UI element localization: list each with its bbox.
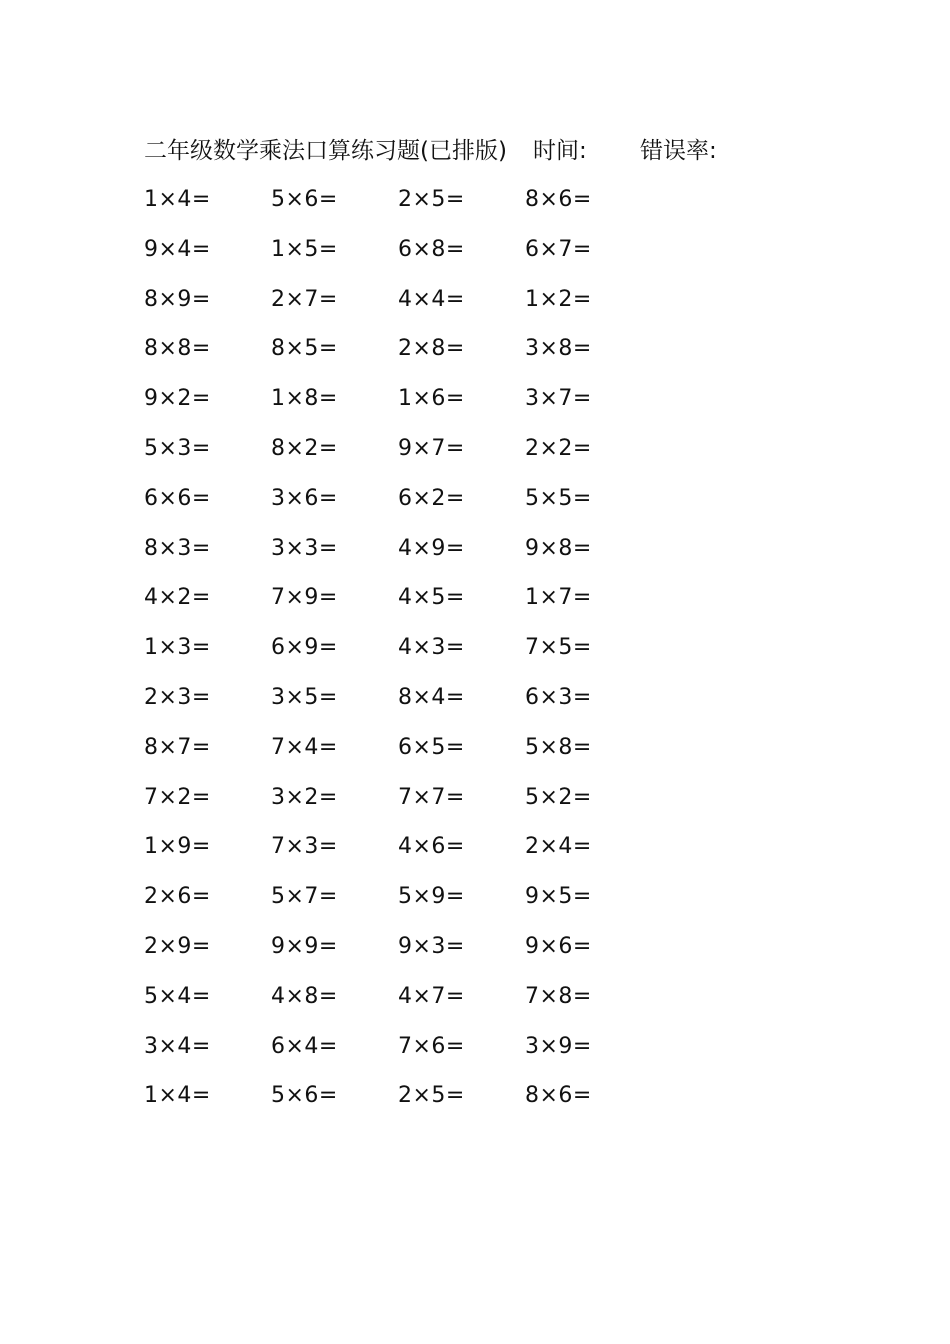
problem-row	[144, 631, 664, 681]
problem-row	[144, 731, 664, 781]
problem-item: 2×3=	[144, 684, 211, 710]
problem-item: 6×8=	[398, 236, 465, 262]
problem-row	[144, 1079, 664, 1129]
worksheet-header	[144, 134, 864, 168]
problem-row	[144, 681, 664, 731]
problem-row	[144, 482, 664, 532]
problem-item: 4×7=	[398, 983, 465, 1009]
problem-item: 1×3=	[144, 635, 211, 661]
problem-item: 2×9=	[144, 933, 211, 959]
problem-item: 5×7=	[271, 884, 338, 910]
problem-item: 8×6=	[525, 187, 592, 212]
problem-item: 9×6=	[525, 933, 592, 959]
problem-item: 6×3=	[525, 684, 592, 710]
problem-item: 4×4=	[398, 286, 465, 312]
problem-item: 7×5=	[525, 635, 592, 661]
problem-item: 9×2=	[144, 386, 211, 412]
problem-item: 1×7=	[525, 585, 592, 611]
problem-item: 9×3=	[398, 933, 465, 959]
problem-item: 2×2=	[525, 435, 592, 461]
problem-item: 9×8=	[525, 535, 592, 561]
problem-row	[144, 581, 664, 631]
problem-item: 8×6=	[525, 1083, 592, 1109]
problem-grid	[144, 183, 664, 1129]
problem-item: 8×7=	[144, 734, 211, 760]
problem-item: 9×5=	[525, 884, 592, 910]
problem-row	[144, 183, 664, 233]
problem-item: 3×7=	[525, 386, 592, 412]
problem-item: 9×7=	[398, 435, 465, 461]
problem-item: 1×8=	[271, 386, 338, 412]
problem-row	[144, 781, 664, 831]
problem-item: 5×4=	[144, 983, 211, 1009]
problem-item: 5×2=	[525, 784, 592, 810]
problem-item: 5×6=	[271, 187, 338, 212]
problem-item: 5×9=	[398, 884, 465, 910]
problem-row	[144, 980, 664, 1030]
worksheet-title: 二年级数学乘法口算练习题(已排版)	[144, 138, 507, 164]
problem-item: 4×8=	[271, 983, 338, 1009]
problem-item: 2×4=	[525, 834, 592, 860]
problem-item: 5×6=	[271, 1083, 338, 1109]
problem-item: 9×4=	[144, 236, 211, 262]
problem-item: 4×2=	[144, 585, 211, 611]
problem-item: 1×4=	[144, 1083, 211, 1109]
problem-item: 7×8=	[525, 983, 592, 1009]
problem-item: 8×8=	[144, 336, 211, 362]
problem-item: 9×9=	[271, 933, 338, 959]
problem-row	[144, 532, 664, 582]
problem-item: 1×5=	[271, 236, 338, 262]
problem-item: 5×5=	[525, 485, 592, 511]
problem-item: 5×8=	[525, 734, 592, 760]
problem-item: 1×4=	[144, 187, 211, 212]
problem-item: 3×5=	[271, 684, 338, 710]
problem-item: 7×2=	[144, 784, 211, 810]
error-rate-label: 错误率:	[640, 138, 717, 164]
problem-item: 6×7=	[525, 236, 592, 262]
problem-item: 7×9=	[271, 585, 338, 611]
problem-item: 3×2=	[271, 784, 338, 810]
problem-item: 8×3=	[144, 535, 211, 561]
problem-row	[144, 432, 664, 482]
problem-item: 8×2=	[271, 435, 338, 461]
problem-item: 6×9=	[271, 635, 338, 661]
problem-row	[144, 930, 664, 980]
problem-item: 2×5=	[398, 1083, 465, 1109]
problem-item: 6×2=	[398, 485, 465, 511]
problem-item: 4×5=	[398, 585, 465, 611]
problem-row	[144, 332, 664, 382]
problem-row	[144, 830, 664, 880]
problem-row	[144, 233, 664, 283]
problem-item: 6×6=	[144, 485, 211, 511]
problem-item: 4×9=	[398, 535, 465, 561]
problem-item: 8×5=	[271, 336, 338, 362]
problem-row	[144, 283, 664, 333]
problem-item: 6×5=	[398, 734, 465, 760]
problem-item: 2×8=	[398, 336, 465, 362]
problem-row	[144, 880, 664, 930]
problem-item: 5×3=	[144, 435, 211, 461]
problem-item: 7×7=	[398, 784, 465, 810]
problem-item: 7×4=	[271, 734, 338, 760]
problem-item: 6×4=	[271, 1033, 338, 1059]
problem-item: 3×3=	[271, 535, 338, 561]
problem-item: 3×4=	[144, 1033, 211, 1059]
problem-item: 4×3=	[398, 635, 465, 661]
problem-item: 1×2=	[525, 286, 592, 312]
problem-item: 2×5=	[398, 187, 465, 212]
problem-item: 3×6=	[271, 485, 338, 511]
problem-item: 1×6=	[398, 386, 465, 412]
problem-item: 2×6=	[144, 884, 211, 910]
problem-item: 8×4=	[398, 684, 465, 710]
problem-row	[144, 1030, 664, 1080]
problem-item: 4×6=	[398, 834, 465, 860]
time-label: 时间:	[533, 138, 587, 164]
problem-row	[144, 382, 664, 432]
problem-item: 3×9=	[525, 1033, 592, 1059]
problem-item: 8×9=	[144, 286, 211, 312]
problem-item: 3×8=	[525, 336, 592, 362]
problem-item: 2×7=	[271, 286, 338, 312]
problem-item: 7×6=	[398, 1033, 465, 1059]
problem-item: 1×9=	[144, 834, 211, 860]
problem-item: 7×3=	[271, 834, 338, 860]
